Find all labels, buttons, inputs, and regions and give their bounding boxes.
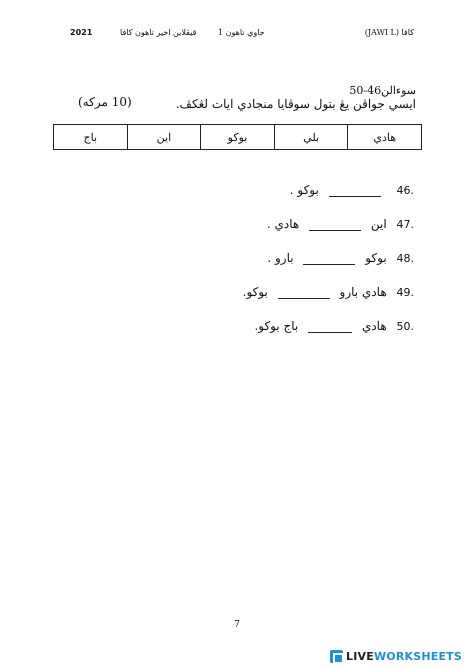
- word-bank-cell: بوكو: [201, 125, 275, 150]
- marks-label: (10 مركه): [78, 95, 132, 109]
- header-title: قيڤلاين اخير تاهون كافا: [120, 28, 197, 37]
- logo-text-live: LIVE: [346, 650, 374, 663]
- section-heading: سوءالن46-50: [349, 84, 416, 97]
- question-text-after: بوكو .: [289, 183, 319, 197]
- question-text-after: باج بوكو.: [254, 319, 299, 333]
- question-number: 49.: [396, 286, 414, 299]
- question-text-after: بارو .: [267, 251, 294, 265]
- word-bank-cell: باج: [54, 125, 128, 150]
- question-item: [114, 251, 414, 285]
- answer-blank[interactable]: [308, 321, 352, 333]
- question-number: 48.: [396, 252, 414, 265]
- page-number: 7: [234, 620, 240, 630]
- question-list: [114, 183, 414, 353]
- answer-blank[interactable]: [309, 219, 361, 231]
- word-bank-cell: اين: [127, 125, 201, 150]
- question-item: [114, 319, 414, 353]
- answer-blank[interactable]: [329, 185, 381, 197]
- question-text-after: هادي .: [266, 217, 300, 231]
- question-text-after: بوكو.: [242, 285, 268, 299]
- answer-blank[interactable]: [303, 253, 355, 265]
- word-bank-cell: هادي: [348, 125, 422, 150]
- logo-text: [346, 650, 462, 663]
- question-number: 47.: [396, 218, 414, 231]
- footer: [0, 641, 474, 669]
- header-middle: جاوي تاهون 1: [218, 28, 265, 37]
- question-item: [114, 183, 414, 217]
- liveworksheets-logo[interactable]: [330, 650, 462, 663]
- question-text-before: هادي بارو: [339, 285, 387, 299]
- logo-text-worksheets: WORKSHEETS: [373, 650, 462, 663]
- instruction-text: ايسي جواڤن يڠ بتول سوڤايا منجادي ايات لڠكڤ.: [175, 97, 416, 111]
- question-item: [114, 217, 414, 251]
- page-header: [60, 28, 414, 42]
- question-text-before: هادي: [361, 319, 387, 333]
- question-number: 50.: [396, 320, 414, 333]
- word-bank-table: [53, 124, 422, 150]
- question-number: 46.: [396, 184, 414, 197]
- liveworksheets-logo-icon: [330, 650, 343, 663]
- header-year: 2021: [70, 28, 93, 37]
- answer-blank[interactable]: [278, 287, 330, 299]
- question-item: [114, 285, 414, 319]
- question-text-before: بوكو: [365, 251, 387, 265]
- word-bank-cell: بلي: [274, 125, 348, 150]
- word-bank-row: [54, 125, 422, 150]
- header-subject: كافا (JAWI L): [364, 28, 414, 37]
- question-text-before: اين: [370, 217, 387, 231]
